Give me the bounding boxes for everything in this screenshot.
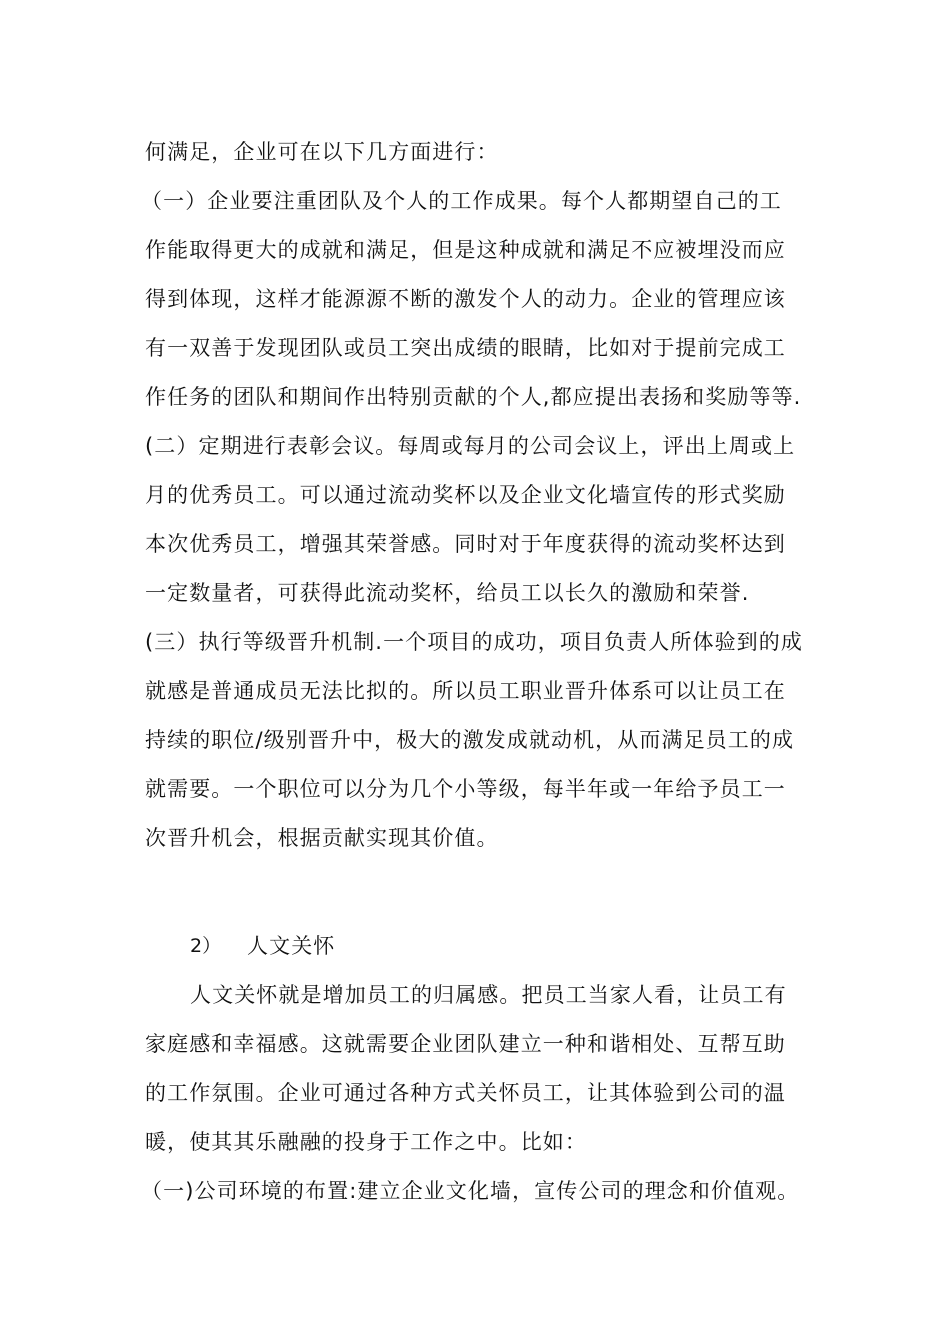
paragraph-line: 就需要。一个职位可以分为几个小等级，每半年或一年给予员工一 xyxy=(145,777,786,801)
paragraph-line: 何满足，企业可在以下几方面进行： xyxy=(145,140,499,164)
section-title: 人文关怀 xyxy=(247,934,336,958)
paragraph-line: 本次优秀员工，增强其荣誉感。同时对于年度获得的流动奖杯达到 xyxy=(145,532,786,556)
paragraph-line: 月的优秀员工。可以通过流动奖杯以及企业文化墙宣传的形式奖励 xyxy=(145,483,786,507)
paragraph-line: 人文关怀就是增加员工的归属感。把员工当家人看，让员工有 xyxy=(190,983,787,1007)
paragraph-line: 得到体现，这样才能源源不断的激发个人的动力。企业的管理应该 xyxy=(145,287,786,311)
paragraph-line: 暖，使其其乐融融的投身于工作之中。比如： xyxy=(145,1130,587,1154)
paragraph-line: 的工作氛围。企业可通过各种方式关怀员工，让其体验到公司的温 xyxy=(145,1081,786,1105)
list-item-line: （一)公司环境的布置:建立企业文化墙，宣传公司的理念和价值观。 xyxy=(141,1179,800,1203)
paragraph-line: 就感是普通成员无法比拟的。所以员工职业晋升体系可以让员工在 xyxy=(145,679,786,703)
paragraph-line: 有一双善于发现团队或员工突出成绩的眼睛，比如对于提前完成工 xyxy=(145,336,786,360)
paragraph-line: 次晋升机会，根据贡献实现其价值。 xyxy=(145,826,499,850)
paragraph-line: 家庭感和幸福感。这就需要企业团队建立一种和谐相处、互帮互助 xyxy=(145,1032,786,1056)
paragraph-line: 作能取得更大的成就和满足，但是这种成就和满足不应被埋没而应 xyxy=(145,238,786,262)
paragraph-line: 持续的职位/级别晋升中，极大的激发成就动机，从而满足员工的成 xyxy=(145,728,795,752)
paragraph-line: 作任务的团队和期间作出特别贡献的个人,都应提出表扬和奖励等等. xyxy=(145,385,802,409)
list-item-2-line: (二）定期进行表彰会议。每周或每月的公司会议上，评出上周或上 xyxy=(145,434,796,458)
section-number: 2） xyxy=(190,935,222,957)
list-item-1-line: （一）企业要注重团队及个人的工作成果。每个人都期望自己的工 xyxy=(141,189,782,213)
paragraph-line: 一定数量者，可获得此流动奖杯，给员工以长久的激励和荣誉. xyxy=(145,581,750,605)
list-item-3-line: (三）执行等级晋升机制.一个项目的成功，项目负责人所体验到的成 xyxy=(145,630,803,654)
